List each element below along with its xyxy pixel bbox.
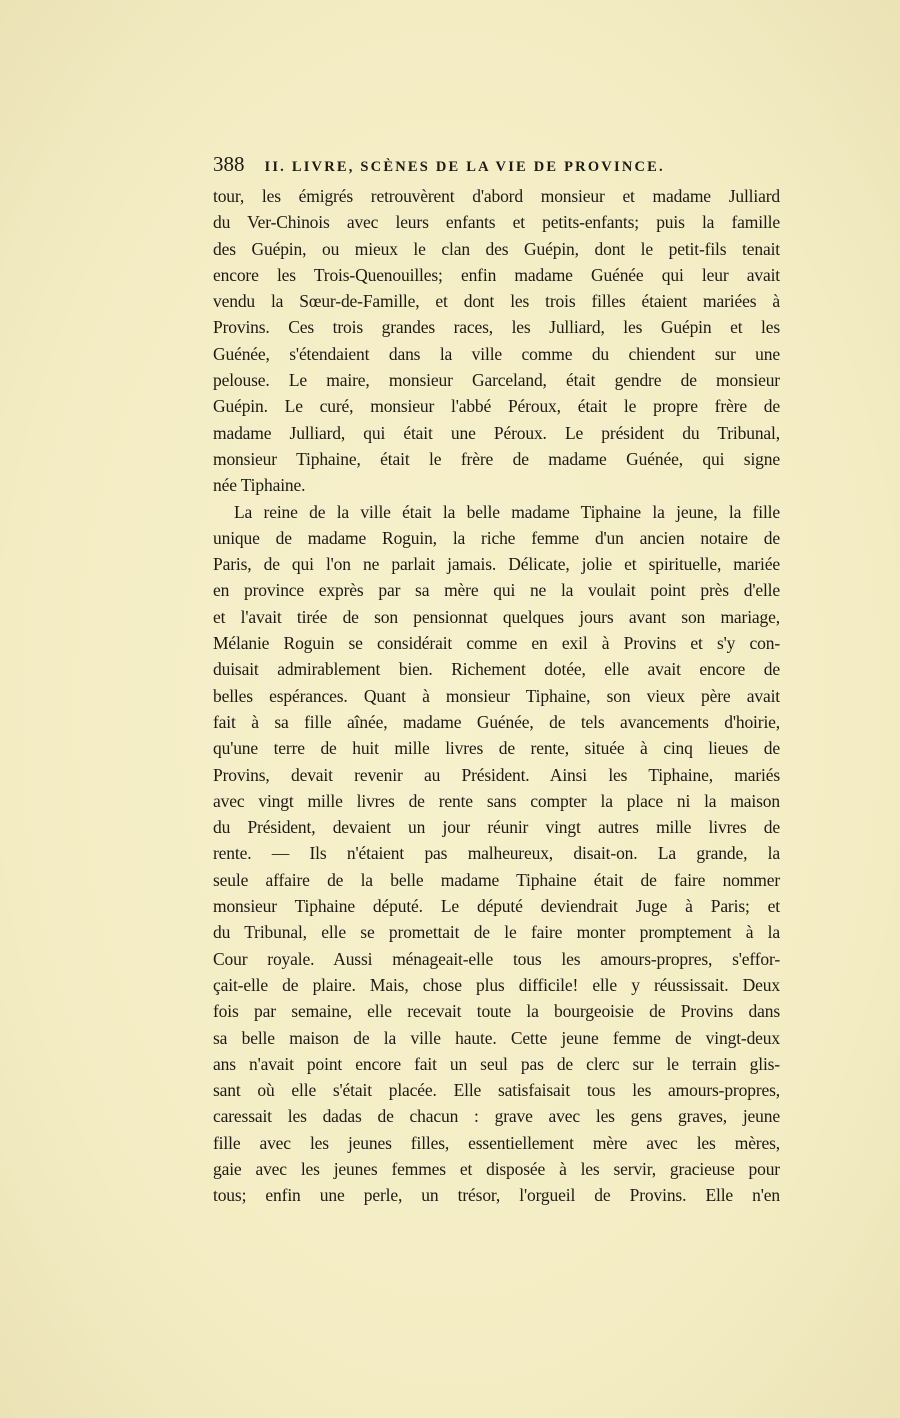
running-head: II. LIVRE, SCÈNES DE LA VIE DE PROVINCE.: [264, 159, 665, 175]
text-line: Provins, devait revenir au Président. Ainsi les Tiphaine, mariés: [213, 764, 780, 785]
text-line: fait à sa fille aînée, madame Guénée, de tels avancements d'hoirie,: [213, 711, 780, 732]
text-line: La reine de la ville était la belle madame Tiphaine la jeune, la fille: [234, 501, 780, 522]
text-line: Guénée, s'étendaient dans la ville comme du chiendent sur une: [213, 343, 780, 364]
text-line: ans n'avait point encore fait un seul pas de clerc sur le terrain glis-: [213, 1053, 780, 1074]
text-line: sant où elle s'était placée. Elle satisfaisait tous les amours-propres,: [213, 1080, 780, 1101]
text-line: gaie avec les jeunes femmes et disposée à les servir, gracieuse pour: [213, 1158, 780, 1179]
text-line: belles espérances. Quant à monsieur Tiphaine, son vieux père avait: [213, 685, 780, 706]
body-text: [213, 183, 780, 1209]
text-line: sa belle maison de la ville haute. Cette jeune femme de vingt-deux: [213, 1027, 780, 1048]
text-line: tous; enfin une perle, un trésor, l'orgueil de Provins. Elle n'en: [213, 1185, 780, 1206]
text-line: en province exprès par sa mère qui ne la voulait point près d'elle: [213, 580, 780, 601]
text-line: du Ver-Chinois avec leurs enfants et petits-enfants; puis la famille: [213, 212, 780, 233]
text-line: Provins. Ces trois grandes races, les Julliard, les Guépin et les: [213, 317, 780, 338]
text-line: rente. — Ils n'étaient pas malheureux, disait-on. La grande, la: [213, 843, 780, 864]
text-line: monsieur Tiphaine député. Le député deviendrait Juge à Paris; et: [213, 896, 780, 917]
text-line: des Guépin, ou mieux le clan des Guépin, dont le petit-fils tenait: [213, 238, 780, 259]
text-line: Mélanie Roguin se considérait comme en exil à Provins et s'y con-: [213, 633, 780, 654]
text-line: vendu la Sœur-de-Famille, et dont les trois filles étaient mariées à: [213, 291, 780, 312]
text-line: Cour royale. Aussi ménageait-elle tous les amours-propres, s'effor-: [213, 948, 780, 969]
page-number: 388: [213, 152, 245, 176]
text-line: duisait admirablement bien. Richement dotée, elle avait encore de: [213, 659, 780, 680]
text-line: fois par semaine, elle recevait toute la bourgeoisie de Provins dans: [213, 1001, 780, 1022]
text-line: caressait les dadas de chacun : grave avec les gens graves, jeune: [213, 1106, 780, 1127]
text-line: encore les Trois-Quenouilles; enfin madame Guénée qui leur avait: [213, 264, 780, 285]
text-line: avec vingt mille livres de rente sans compter la place ni la maison: [213, 790, 780, 811]
text-line: qu'une terre de huit mille livres de rente, située à cinq lieues de: [213, 738, 780, 759]
text-line: du Président, devaient un jour réunir vingt autres mille livres de: [213, 817, 780, 838]
text-line: pelouse. Le maire, monsieur Garceland, était gendre de monsieur: [213, 370, 780, 391]
text-line: et l'avait tirée de son pensionnat quelques jours avant son mariage,: [213, 606, 780, 627]
text-line: monsieur Tiphaine, était le frère de madame Guénée, qui signe: [213, 448, 780, 469]
text-line: seule affaire de la belle madame Tiphaine était de faire nommer: [213, 869, 780, 890]
text-line: née Tiphaine.: [213, 475, 306, 496]
text-line: du Tribunal, elle se promettait de le faire monter promptement à la: [213, 922, 780, 943]
text-line: Guépin. Le curé, monsieur l'abbé Péroux, était le propre frère de: [213, 396, 780, 417]
text-line: unique de madame Roguin, la riche femme d'un ancien notaire de: [213, 527, 780, 548]
text-line: tour, les émigrés retrouvèrent d'abord monsieur et madame Julliard: [213, 186, 780, 206]
page-header: [213, 152, 780, 178]
text-line: Paris, de qui l'on ne parlait jamais. Délicate, jolie et spirituelle, mariée: [213, 554, 780, 575]
text-line: fille avec les jeunes filles, essentiellement mère avec les mères,: [213, 1132, 780, 1153]
text-line: çait-elle de plaire. Mais, chose plus difficile! elle y réussissait. Deux: [213, 974, 780, 995]
text-line: madame Julliard, qui était une Péroux. Le président du Tribunal,: [213, 422, 780, 443]
